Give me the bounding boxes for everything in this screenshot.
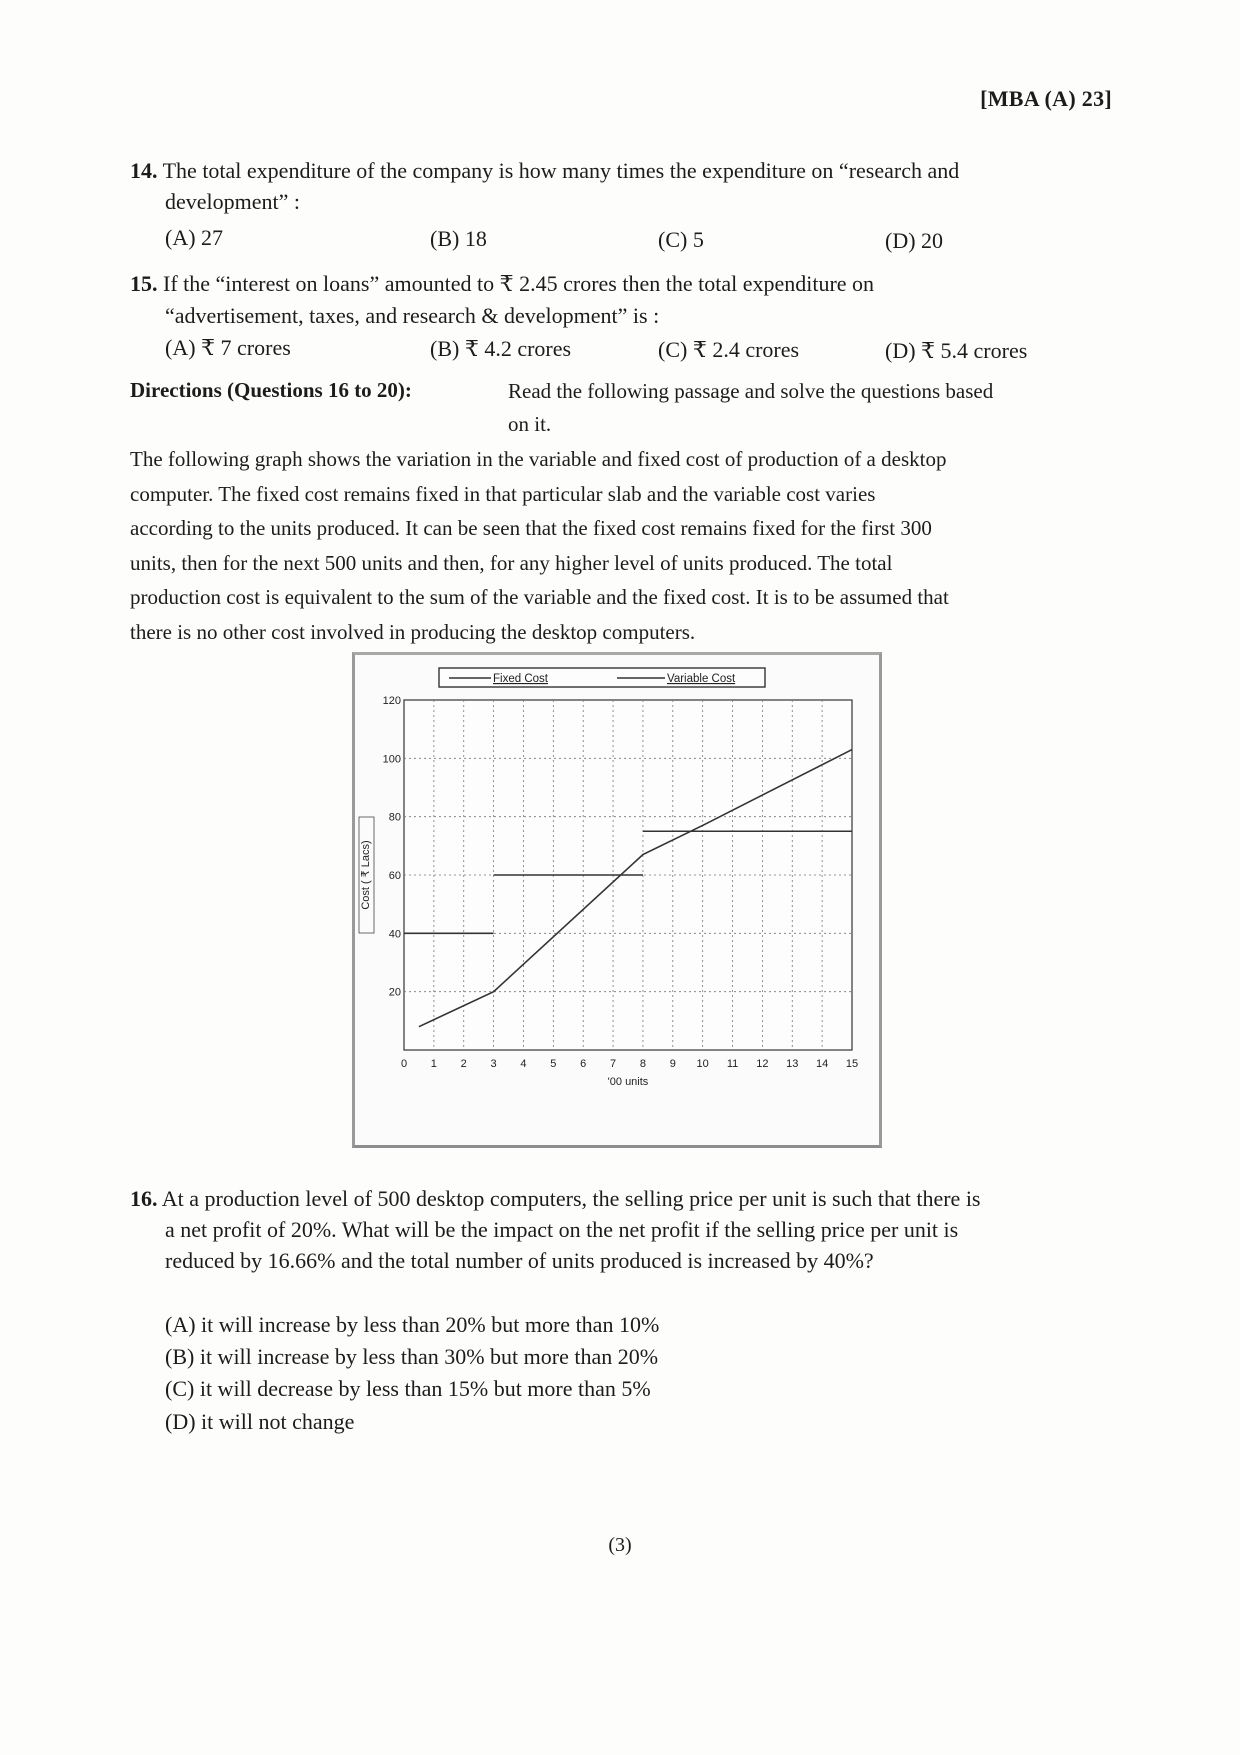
y-tick-label: 40	[388, 928, 401, 941]
directions-text: on it.	[508, 412, 552, 436]
option-c: (C) 5	[658, 227, 704, 252]
cost-chart	[352, 652, 882, 1148]
x-tick-label: 15	[845, 1058, 859, 1070]
paper-code: [MBA (A) 23]	[980, 86, 1112, 111]
option-b: (B) ₹ 4.2 crores	[430, 336, 572, 361]
x-tick-label: 7	[610, 1058, 617, 1070]
x-tick-label: 11	[726, 1058, 739, 1070]
y-axis-label: Cost ( ₹ Lacs)	[360, 840, 372, 910]
option-a: (A) 27	[165, 225, 224, 250]
x-tick-label: 3	[490, 1058, 497, 1070]
option-d: (D) 20	[885, 228, 944, 253]
passage-line: according to the units produced. It can be seen that the fixed cost remains fixed for the first 300	[130, 516, 932, 540]
y-tick-label: 20	[388, 986, 401, 999]
option-c: (C) ₹ 2.4 crores	[658, 337, 800, 362]
y-tick-label: 80	[388, 811, 401, 824]
y-tick-label: 100	[382, 753, 401, 766]
question-text-line: development” :	[165, 189, 301, 214]
y-tick-label: 120	[382, 695, 401, 707]
x-tick-label: 5	[550, 1058, 557, 1070]
x-tick-label: 8	[639, 1058, 646, 1070]
legend-variable-label: Variable Cost	[667, 673, 736, 685]
passage-line: computer. The fixed cost remains fixed in that particular slab and the variable cost varies	[130, 481, 876, 506]
passage-line: units, then for the next 500 units and then, for any higher level of units produced. The total	[130, 550, 893, 575]
x-axis-label: '00 units	[607, 1076, 649, 1088]
y-tick-label: 60	[388, 870, 401, 882]
x-tick-label: 12	[756, 1058, 769, 1070]
x-tick-label: 0	[400, 1058, 408, 1070]
x-tick-label: 2	[460, 1058, 467, 1070]
x-tick-label: 10	[696, 1058, 709, 1070]
x-tick-label: 14	[816, 1058, 829, 1070]
directions-label: Directions (Questions 16 to 20):	[130, 378, 412, 402]
x-tick-label: 9	[669, 1058, 676, 1070]
question-number: 15.	[130, 271, 158, 296]
option-b: (B) it will increase by less than 30% but more than 20%	[165, 1344, 659, 1369]
question-text-line: reduced by 16.66% and the total number of units produced is increased by 40%?	[165, 1248, 874, 1273]
question-number: 14.	[130, 158, 158, 183]
option-a: (A) it will increase by less than 20% but more than 10%	[165, 1312, 660, 1337]
question-15	[130, 268, 1110, 299]
passage-line: there is no other cost involved in producing the desktop computers.	[130, 619, 696, 644]
passage-line: The following graph shows the variation in the variable and fixed cost of production of a desktop	[130, 447, 947, 471]
passage	[130, 442, 1110, 649]
question-text-line: “advertisement, taxes, and research & development” is :	[165, 303, 660, 328]
question-14	[130, 155, 959, 186]
chart-svg	[355, 655, 879, 1145]
question-text-line: At a production level of 500 desktop computers, the selling price per unit is such that there is	[161, 1186, 981, 1211]
question-16	[130, 1183, 1110, 1214]
option-c: (C) it will decrease by less than 15% but more than 5%	[165, 1376, 651, 1401]
passage-line: production cost is equivalent to the sum of the variable and the fixed cost. It is to be assumed that	[130, 585, 949, 609]
legend-fixed-label: Fixed Cost	[493, 673, 548, 685]
x-tick-label: 4	[520, 1058, 527, 1070]
option-d: (D) it will not change	[165, 1409, 355, 1434]
option-b: (B) 18	[430, 226, 487, 251]
directions-text: Read the following passage and solve the questions based	[508, 379, 994, 403]
x-tick-label: 13	[786, 1058, 799, 1070]
question-text-line: The total expenditure of the company is how many times the expenditure on “research and	[162, 158, 960, 183]
question-text-line: If the “interest on loans” amounted to ₹ 2.45 crores then the total expenditure on	[163, 271, 875, 296]
x-tick-label: 6	[580, 1058, 587, 1070]
x-tick-label: 1	[430, 1058, 437, 1070]
question-number: 16.	[130, 1186, 158, 1211]
option-a: (A) ₹ 7 crores	[165, 335, 291, 360]
page-number: (3)	[608, 1534, 632, 1556]
option-d: (D) ₹ 5.4 crores	[885, 338, 1028, 363]
question-text-line: a net profit of 20%. What will be the impact on the net profit if the selling price per unit is	[165, 1217, 959, 1242]
